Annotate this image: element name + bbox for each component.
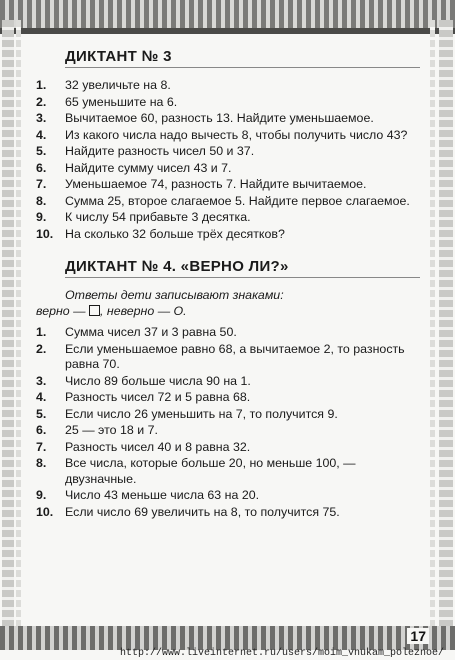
item-number: 5. [36,144,47,158]
item-text: 65 уменьшите на 6. [65,94,178,109]
list-item [36,161,426,177]
list-item [36,374,426,390]
top-decorative-band [0,0,455,34]
item-text: Найдите разность чисел 50 и 37. [65,144,255,158]
list-item [36,227,426,243]
item-number: 8. [36,456,47,470]
left-inner-strip [16,20,21,628]
list-item [36,95,426,111]
dictation-3-title: ДИКТАНТ № 3 [65,48,420,68]
list-item [36,144,426,160]
item-text: На сколько 32 больше трёх десятков? [65,226,285,241]
list-item [36,177,426,193]
item-number: 8. [36,193,47,208]
item-number: 7. [36,439,47,454]
item-number: 10. [36,226,54,241]
item-text: Вычитаемое 60, разность 13. Найдите уменьшаемое. [65,111,374,125]
item-number: 2. [36,341,47,356]
item-text: 32 увеличьте на 8. [65,78,171,92]
page-number: 17 [407,628,429,644]
item-text: Если уменьшаемое равно 68, а вычитаемое 2, то разность равна 70. [65,341,405,371]
item-number: 4. [36,127,47,142]
dictation-3-list [36,78,426,242]
item-text: Если число 69 увеличить на 8, то получится 75. [65,504,340,519]
list-item [36,325,426,341]
list-item [36,505,426,521]
list-item [36,390,426,406]
instructions-legend [36,304,426,320]
dictation-4-section [36,258,426,520]
item-number: 1. [36,325,47,339]
instructions-line: Ответы дети записывают знаками: [65,288,284,302]
list-item [36,210,426,226]
item-text: Все числа, которые больше 20, но меньше 100, — двузначные. [65,456,356,486]
item-number: 7. [36,177,47,191]
item-text: Разность чисел 40 и 8 равна 32. [65,439,251,454]
item-number: 3. [36,373,47,388]
list-item [36,407,426,423]
item-text: К числу 54 прибавьте 3 десятка. [65,210,251,224]
item-text: Если число 26 уменьшить на 7, то получится 9. [65,406,338,421]
dictation-4-title: ДИКТАНТ № 4. «ВЕРНО ЛИ?» [65,258,420,278]
right-inner-strip [430,20,435,628]
bottom-decorative-band [0,626,455,650]
left-decorative-strip [2,20,14,628]
square-symbol-icon [89,305,100,316]
item-number: 9. [36,210,47,224]
page-content [36,48,426,521]
item-text: Сумма 25, второе слагаемое 5. Найдите первое слагаемое. [65,193,410,208]
item-number: 6. [36,160,47,175]
item-number: 2. [36,94,47,109]
footer-url: http://www.liveinternet.ru/users/moim_vnukam_poleznoe/ [120,648,445,659]
item-number: 3. [36,111,47,125]
list-item [36,194,426,210]
list-item [36,456,426,487]
dictation-4-instructions [36,288,426,319]
list-item [36,111,426,127]
false-label: , неверно — О. [99,303,187,318]
list-item [36,423,426,439]
item-number: 6. [36,423,47,437]
true-label: верно — [36,303,86,318]
item-text: Число 43 меньше числа 63 на 20. [65,488,260,502]
list-item [36,128,426,144]
item-number: 10. [36,504,54,519]
item-text: Уменьшаемое 74, разность 7. Найдите вычитаемое. [65,177,367,191]
item-text: Разность чисел 72 и 5 равна 68. [65,390,251,404]
list-item [36,342,426,373]
item-number: 9. [36,488,47,502]
item-text: Найдите сумму чисел 43 и 7. [65,160,232,175]
item-number: 4. [36,390,47,404]
dictation-4-list [36,325,426,520]
list-item [36,440,426,456]
item-text: Из какого числа надо вычесть 8, чтобы получить число 43? [65,127,408,142]
list-item [36,78,426,94]
dictation-3-section [36,48,426,242]
list-item [36,488,426,504]
item-text: Сумма чисел 37 и 3 равна 50. [65,325,237,339]
item-text: Число 89 больше числа 90 на 1. [65,373,251,388]
item-text: 25 — это 18 и 7. [65,423,158,437]
item-number: 1. [36,78,47,92]
right-decorative-strip [439,20,453,628]
item-number: 5. [36,406,47,421]
